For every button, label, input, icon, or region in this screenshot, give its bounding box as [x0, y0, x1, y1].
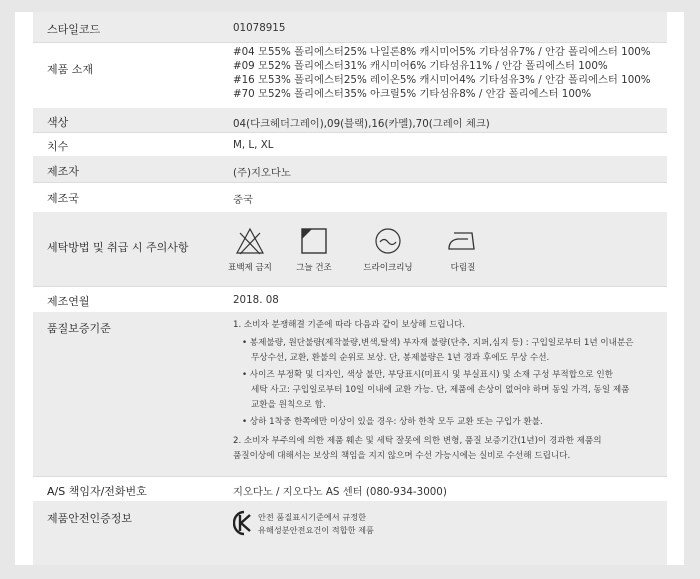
material-line: #16 모53% 폴리에스터25% 레이온5% 캐시미어4% 기타섬유3% / 안감 폴리에스터 100%	[233, 74, 651, 86]
kc-mark-icon	[233, 509, 254, 539]
care-caption: 표백제 금지	[228, 263, 272, 273]
value-size: M, L, XL	[233, 139, 274, 151]
care-caption: 드라이크리닝	[363, 263, 413, 273]
quality-line: 교환을 원칙으로 함.	[251, 400, 326, 410]
care-caption: 다림질	[450, 263, 476, 273]
label-color: 색상	[47, 116, 69, 129]
row-style-code	[33, 12, 667, 43]
row-as	[33, 476, 667, 502]
iron-icon	[446, 227, 480, 255]
value-maker: (주)지오다노	[233, 167, 291, 179]
row-care	[33, 212, 667, 287]
value-color: 04(다크헤더그레이),09(블랙),16(카멜),70(그레이 체크)	[233, 118, 490, 130]
material-line: #04 모55% 폴리에스터25% 나일론8% 캐시미어5% 기타섬유7% / 안감 폴리에스터 100%	[233, 46, 651, 58]
row-maker	[33, 156, 667, 183]
row-country	[33, 182, 667, 213]
label-material: 제품 소재	[47, 63, 94, 76]
safety-text	[258, 511, 374, 537]
safety-line: 안전 품질표시기준에서 규정한	[258, 512, 367, 522]
dry-clean-icon	[373, 227, 403, 255]
quality-line: 세탁 사고: 구입일로부터 10일 이내에 교환 가능. 단, 제품에 손상이 없어야 하며 동일 가격, 동일 제품	[251, 385, 630, 395]
row-color	[33, 108, 667, 133]
material-line: #70 모52% 폴리에스터35% 아크릴5% 기타섬유8% / 안감 폴리에스터 100%	[233, 88, 592, 100]
label-country: 제조국	[47, 192, 79, 205]
row-material	[33, 42, 667, 109]
value-country: 중국	[233, 194, 253, 206]
care-item-iron	[433, 227, 493, 273]
quality-line: • 봉제불량, 원단불량(제작불량,변색,탈색) 부자재 불량(단추, 지퍼,심지 등) : 구입일로부터 1년 이내분은	[242, 338, 634, 348]
row-safety	[33, 501, 667, 565]
material-line: #09 모52% 폴리에스터31% 캐시미어6% 기타섬유11% / 안감 폴리에스터 100%	[233, 60, 608, 72]
no-bleach-icon	[235, 227, 265, 255]
shade-dry-icon	[299, 227, 329, 255]
label-style-code: 스타일코드	[47, 23, 101, 36]
care-caption: 그늘 건조	[296, 263, 332, 273]
label-size: 치수	[47, 140, 69, 153]
row-size	[33, 132, 667, 157]
label-date: 제조연월	[47, 295, 90, 308]
label-quality: 품질보증기준	[47, 322, 111, 335]
label-as: A/S 책임자/전화번호	[47, 485, 147, 498]
quality-line: • 사이즈 부정확 및 디자인, 색상 불만, 부당표시(미표시 및 부실표시) 및 소재 구성 부적합으로 인한	[242, 370, 613, 380]
quality-line: 품질이상에 대해서는 보상의 책임을 지지 않으며 수선 가능시에는 실비로 수선해 드립니다.	[233, 451, 571, 461]
care-item-no-bleach	[220, 227, 280, 273]
value-style-code: 01078915	[233, 22, 286, 34]
quality-line: 1. 소비자 분쟁해결 기준에 따라 다음과 같이 보상해 드립니다.	[233, 320, 466, 330]
value-material	[233, 45, 651, 101]
row-date	[33, 286, 667, 313]
value-date: 2018. 08	[233, 294, 279, 306]
label-safety: 제품안전인증정보	[47, 512, 133, 525]
label-care: 세탁방법 및 취급 시 주의사항	[47, 241, 189, 254]
quality-line: 2. 소비자 부주의에 의한 제품 훼손 및 세탁 잘못에 의한 변형, 품질 보증기간(1년)이 경과한 제품의	[233, 436, 602, 446]
care-item-shade-dry	[284, 227, 344, 273]
value-as: 지오다노 / 지오다노 AS 센터 (080-934-3000)	[233, 486, 447, 498]
quality-line: • 상하 1착중 한쪽에만 이상이 있을 경우: 상하 한착 모두 교환 또는 구입가 환불.	[242, 417, 543, 427]
row-quality	[33, 312, 667, 477]
product-info-card	[15, 12, 684, 565]
quality-line: 무상수선, 교환, 환불의 순위로 보상. 단, 봉제불량은 1년 경과 후에도 무상 수선.	[251, 353, 550, 363]
label-maker: 제조자	[47, 165, 79, 178]
safety-line: 유해성분안전요건이 적합한 제품	[258, 525, 374, 535]
care-item-dry-clean	[358, 227, 418, 273]
